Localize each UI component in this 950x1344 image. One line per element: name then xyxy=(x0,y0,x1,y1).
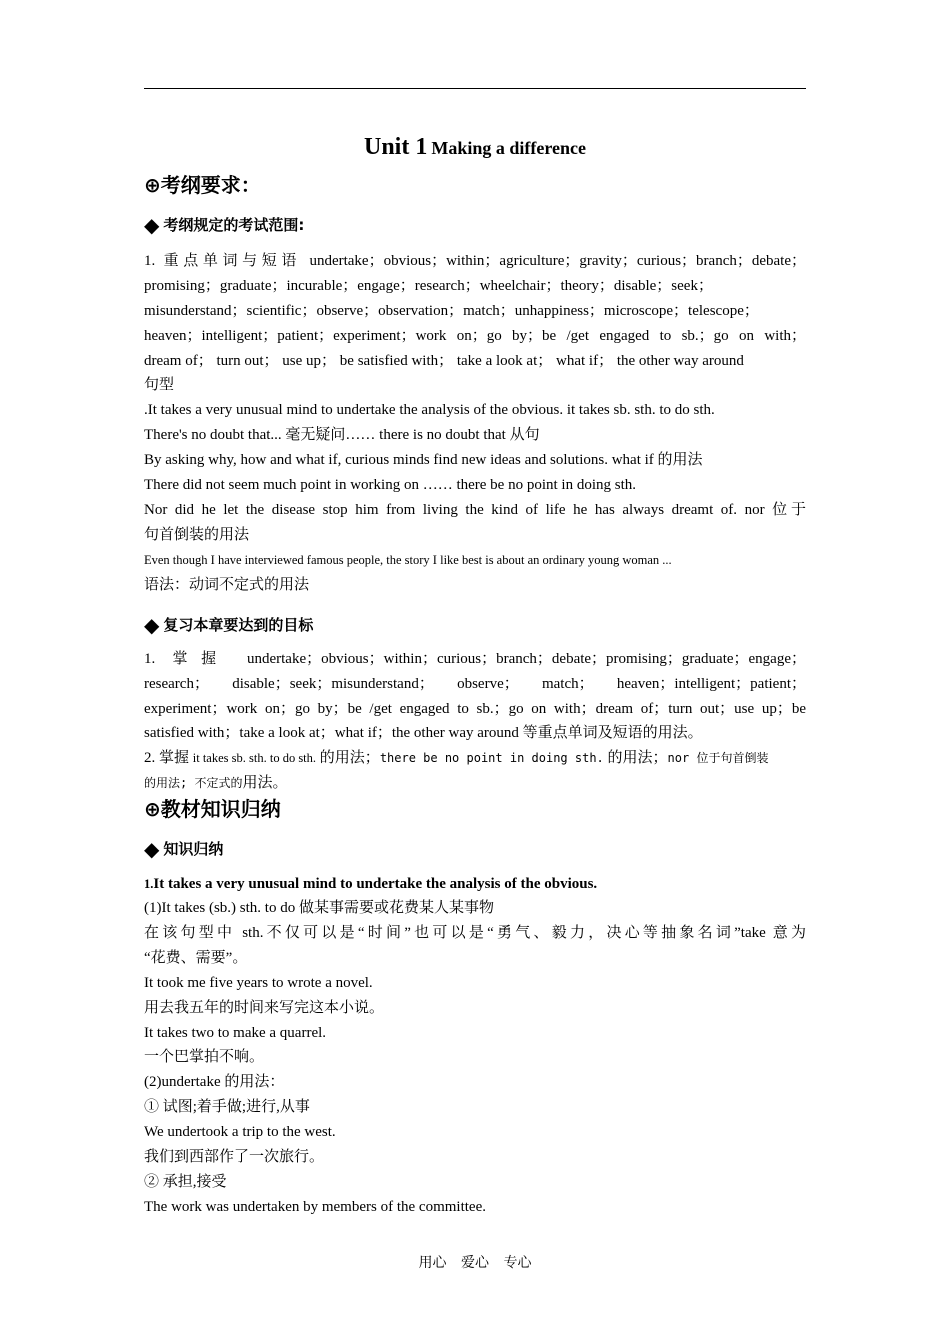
goal-5-part: 2. 掌握 xyxy=(144,750,193,766)
subheading-label: 知识归纳 xyxy=(163,840,224,858)
title-sub: Making a difference xyxy=(431,138,586,158)
subheading-label: 复习本章要达到的目标 xyxy=(163,616,314,634)
scope-line-5: dream of； turn out； use up； be satisfied with； take a look at； what if； the other way around xyxy=(144,353,744,369)
pattern-line-6: 句首倒装的用法 xyxy=(144,527,250,543)
diamond-icon: ◆ xyxy=(144,837,160,861)
note-line: ① 试图;着手做;进行,从事 xyxy=(144,1099,310,1115)
page-footer: 用心 爱心 专心 xyxy=(418,1255,532,1271)
subheading-label: 考纲规定的考试范围: xyxy=(163,216,305,234)
diamond-icon: ◆ xyxy=(144,213,160,237)
page-title xyxy=(0,134,950,161)
scope-line-4: heaven；intelligent；patient；experiment；work on；go by；be /get engaged to sb.；go on with； xyxy=(144,328,806,344)
note-line: It takes two to make a quarrel. xyxy=(144,1025,327,1041)
note-line: (1)It takes (sb.) sth. to do 做某事需要或花费某人某事物 xyxy=(144,900,494,916)
scope-line-2: promising；graduate；incurable；engage；research；wheelchair；theory；disable；seek； xyxy=(144,278,713,294)
note-line: 用去我五年的时间来写完这本小说。 xyxy=(144,1000,385,1016)
goal-line-1: 1. 掌握 undertake；obvious；within；curious；branch；debate；promising；graduate；engage； xyxy=(144,651,806,667)
subheading-exam-scope xyxy=(144,214,304,236)
goal-5-part: there be no point in doing sth. xyxy=(379,751,604,765)
subheading-summary xyxy=(144,838,223,860)
goal-5-part: 的用法； xyxy=(603,750,668,766)
pattern-line-small: Even though I have interviewed famous people, the story I like best is about an ordinary young woman ... xyxy=(144,553,672,567)
item-1-heading xyxy=(144,874,806,894)
note-line: “花费、需要”。 xyxy=(144,950,248,966)
goal-5-part: nor 位于句首倒装 xyxy=(667,751,769,765)
pattern-line-5: Nor did he let the disease stop him from living the kind of life he has always dreamt of. nor 位于 xyxy=(144,502,806,518)
note-line: 在该句型中 sth.不仅可以是“时间”也可以是“勇气、毅力，决心等抽象名词”take 意为 xyxy=(144,925,806,941)
goal-6-part: 用法。 xyxy=(242,775,288,791)
goal-5-part: 的用法； xyxy=(316,750,380,766)
pattern-line-4: There did not seem much point in working on …… there be no point in doing sth. xyxy=(144,477,637,493)
scope-line-1: 1. 重点单词与短语 undertake；obvious；within；agriculture；gravity；curious；branch；debate； xyxy=(144,253,806,269)
sentence-patterns-label: 句型 xyxy=(144,377,175,393)
subheading-goals xyxy=(144,614,313,636)
scope-line-3: misunderstand；scientific；observe；observation；match；unhappiness；microscope；telescope； xyxy=(144,303,759,319)
note-line: We undertook a trip to the west. xyxy=(144,1124,336,1140)
note-line: (2)undertake 的用法： xyxy=(144,1074,285,1090)
title-main: Unit 1 xyxy=(364,134,428,160)
item-number: 1. xyxy=(144,877,154,891)
pattern-line-2: There's no doubt that... 毫无疑问…… there is no doubt that 从句 xyxy=(144,427,540,443)
section-heading-requirements: ⊕考纲要求： xyxy=(144,173,261,197)
note-line: 一个巴掌拍不响。 xyxy=(144,1049,265,1065)
header-rule xyxy=(144,88,806,89)
note-line: ② 承担,接受 xyxy=(144,1174,227,1190)
goal-line-4: satisfied with；take a look at；what if；the other way around 等重点单词及短语的用法。 xyxy=(144,725,703,741)
grammar-line: 语法：动词不定式的用法 xyxy=(144,577,310,593)
goal-5-part: it takes sb. sth. to do sth. xyxy=(192,751,317,765)
goal-line-5 xyxy=(144,748,806,768)
goal-line-3: experiment；work on；go by；be /get engaged to sb.；go on with；dream of；turn out；use up；be xyxy=(144,701,806,717)
note-line: 我们到西部作了一次旅行。 xyxy=(144,1149,325,1165)
note-line: The work was undertaken by members of the committee. xyxy=(144,1199,486,1215)
note-line: It took me five years to wrote a novel. xyxy=(144,975,373,991)
section-heading-knowledge: ⊕教材知识归纳 xyxy=(144,797,281,821)
goal-line-6 xyxy=(144,773,806,793)
diamond-icon: ◆ xyxy=(144,613,160,637)
pattern-line-1: .It takes a very unusual mind to undertake the analysis of the obvious. it takes sb. sth. to do sth. xyxy=(144,402,715,418)
goal-6-part: 的用法; 不定式的 xyxy=(144,776,243,790)
goal-line-2: research； disable；seek；misunderstand； observe； match； heaven；intelligent；patient； xyxy=(144,676,806,692)
pattern-line-3: By asking why, how and what if, curious minds find new ideas and solutions. what if 的用法 xyxy=(144,452,703,468)
item-text: It takes a very unusual mind to undertake the analysis of the obvious. xyxy=(153,876,598,892)
